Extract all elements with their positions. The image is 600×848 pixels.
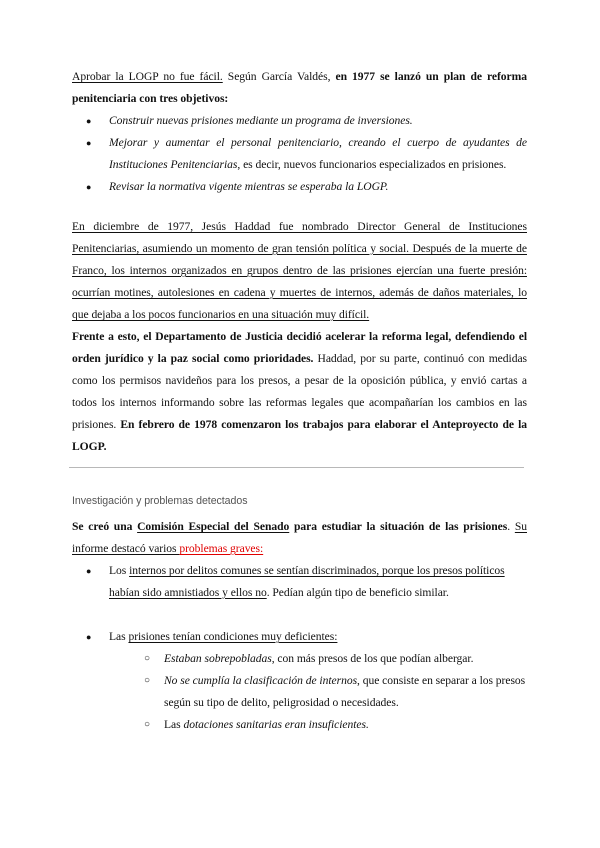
bullet-icon: ● [86,138,92,148]
bullet-icon: ● [86,566,92,576]
haddad-underlined-text: En diciembre de 1977, Jesús Haddad fue nombrado Director General de Instituciones Penitenciarias, asumiendo un momento de gran tensión política y social. Después de la muerte de Franco, los internos organizados en grupos dentro de las prisiones ejercían una fuerte presión: ocurrían motines, autolesiones en cadena y muertes de internos, además de daños materiales, lo que dejaba a los pocos funcionarios en una situación muy difícil. [72,220,527,321]
section-heading: Investigación y problemas detectados [72,495,248,507]
item-underlined: internos por delitos comunes se sentían discriminados, porque los presos políticos habían sido amnistiados y ellos no [109,564,505,599]
circle-bullet-icon: ○ [144,719,150,730]
sub-italic: dotaciones sanitarias eran insuficientes. [183,718,369,731]
objective-plain: , es decir, nuevos funcionarios especializados en prisiones. [237,158,507,171]
objective-italic: Construir nuevas prisiones mediante un programa de inversiones. [109,114,413,127]
response-bold-text-2: En febrero de 1978 comenzaron los trabajos para elaborar el Anteproyecto de la LOGP. [72,418,527,453]
section-bold-text: Se creó una [72,520,138,533]
item-underlined: prisiones tenían condiciones muy deficientes: [128,630,338,643]
objective-italic: Mejorar y aumentar el personal penitenciario, creando el cuerpo de ayudantes de Instituciones Penitenciarias [109,136,527,171]
document-content [72,66,527,736]
item-prefix: Las [109,630,129,643]
spacer [72,198,527,216]
bullet-icon: ● [86,182,92,192]
sub-suffix: , que consiste en separar a los presos según su tipo de delito, peligrosidad o necesidades. [164,674,526,709]
problems-red-text: problemas graves: [179,542,264,555]
item-suffix: . Pedían algún tipo de beneficio similar. [266,586,449,599]
bullet-icon: ● [86,116,92,126]
spacer [72,604,527,626]
problems-list-2 [72,626,527,648]
response-text: Haddad, por su parte, continuó con medidas como los permisos navideños para los presos, a pesar de la oposición pública, y envió cartas a todos los internos informando sobre las reformas legales que acompañarían los cambios en las prisiones. [72,352,527,431]
response-paragraph [72,326,527,458]
list-item [72,132,527,176]
sub-prefix: Las [164,718,184,731]
list-item [72,110,527,132]
objective-italic: Revisar la normativa vigente mientras se esperaba la LOGP. [109,180,389,193]
objectives-list [72,110,527,198]
haddad-paragraph [72,216,527,326]
list-item [72,560,527,604]
horizontal-rule [69,467,524,468]
section-text: . [507,520,515,533]
circle-bullet-icon: ○ [144,653,150,664]
intro-underlined-text: Aprobar la LOGP no fue fácil. [72,70,223,83]
section-intro [72,516,527,560]
intro-bold-text: en 1977 se lanzó un plan de reforma penitenciaria con tres objetivos: [72,70,527,105]
sub-italic: No se cumplía la clasificación de internos [164,674,358,687]
commission-name: Comisión Especial del Senado [137,520,290,533]
sub-list-item [72,670,527,714]
sub-list-item [72,648,527,670]
section-bold-text-2: para estudiar la situación de las prisiones [289,520,508,533]
response-bold-text: Frente a esto, el Departamento de Justicia decidió acelerar la reforma legal, defendiendo el orden jurídico y la paz social como prioridades. [72,330,527,365]
list-item [72,176,527,198]
intro-text: Según García Valdés, [222,70,336,83]
problems-list [72,560,527,604]
sub-suffix: , con más presos de los que podían albergar. [271,652,474,665]
intro-paragraph [72,66,527,110]
bullet-icon: ● [86,632,92,642]
section-underlined-text: Su informe destacó varios [72,520,527,555]
sub-list-item [72,714,527,736]
sub-problems-list [72,648,527,736]
item-prefix: Los [109,564,130,577]
sub-italic: Estaban sobrepobladas [164,652,272,665]
list-item [72,626,527,648]
circle-bullet-icon: ○ [144,675,150,686]
